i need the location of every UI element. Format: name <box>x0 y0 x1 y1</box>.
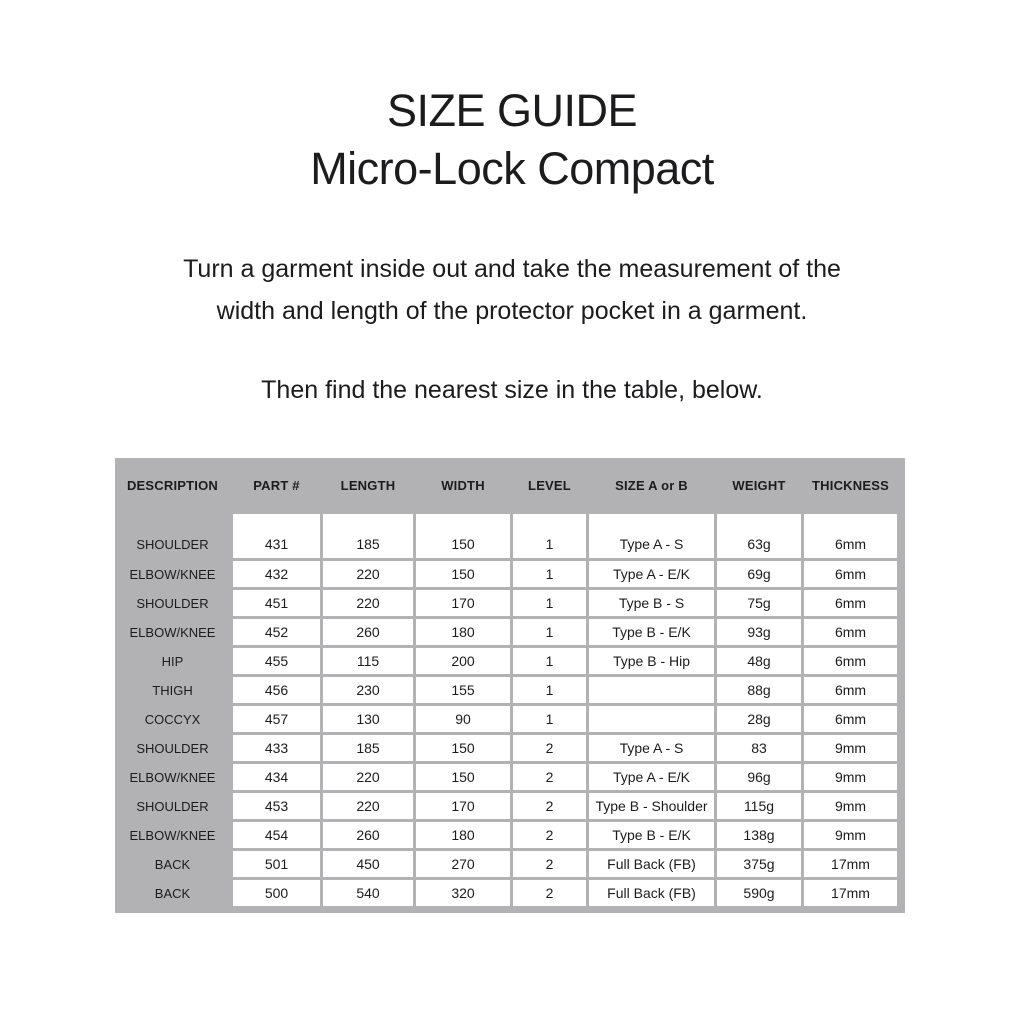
row-cell-description: ELBOW/KNEE <box>129 827 216 843</box>
row-cell-size: Full Back (FB) <box>589 880 714 906</box>
page-subtitle: Micro-Lock Compact <box>310 143 714 194</box>
row-cell-width: 150 <box>416 561 510 587</box>
row-cell-description: ELBOW/KNEE <box>129 566 216 582</box>
row-cell-size: Type B - E/K <box>589 619 714 645</box>
table-row <box>115 822 897 848</box>
row-cell-level: 1 <box>513 677 586 703</box>
row-cell-part: 431 <box>233 514 320 558</box>
row-cell-level: 2 <box>513 793 586 819</box>
row-cell-width: 320 <box>416 880 510 906</box>
row-cell-part: 451 <box>233 590 320 616</box>
row-cell-thickness: 9mm <box>804 764 897 790</box>
row-cell-weight: 63g <box>717 514 801 558</box>
table-row <box>115 793 897 819</box>
row-cell-description: HIP <box>161 653 184 669</box>
row-cell-width: 150 <box>416 764 510 790</box>
row-cell-size: Type A - S <box>589 514 714 558</box>
col-header-part: PART # <box>253 477 300 493</box>
row-cell-width: 180 <box>416 822 510 848</box>
row-cell-size: Type B - Shoulder <box>589 793 714 819</box>
row-cell-part: 501 <box>233 851 320 877</box>
row-cell-thickness: 6mm <box>804 590 897 616</box>
row-cell-part: 457 <box>233 706 320 732</box>
table-row <box>115 851 897 877</box>
row-cell-thickness: 17mm <box>804 880 897 906</box>
col-header-size: SIZE A or B <box>615 477 688 493</box>
row-cell-weight: 48g <box>717 648 801 674</box>
row-cell-description: ELBOW/KNEE <box>129 769 216 785</box>
row-cell-weight: 28g <box>717 706 801 732</box>
row-cell-level: 1 <box>513 706 586 732</box>
row-cell-length: 185 <box>323 514 413 558</box>
row-cell-length: 220 <box>323 764 413 790</box>
row-cell-part: 455 <box>233 648 320 674</box>
row-cell-length: 260 <box>323 619 413 645</box>
row-cell-weight: 83 <box>717 735 801 761</box>
row-cell-thickness: 9mm <box>804 822 897 848</box>
row-cell-description: COCCYX <box>144 711 201 727</box>
table-row <box>115 561 897 587</box>
table-row <box>115 880 897 906</box>
row-cell-level: 2 <box>513 880 586 906</box>
row-cell-part: 434 <box>233 764 320 790</box>
table-row <box>115 648 897 674</box>
row-cell-size <box>589 706 714 732</box>
row-cell-level: 1 <box>513 648 586 674</box>
table-row <box>115 590 897 616</box>
table-row <box>115 677 897 703</box>
row-cell-width: 90 <box>416 706 510 732</box>
row-cell-description: SHOULDER <box>136 798 209 814</box>
row-cell-weight: 115g <box>717 793 801 819</box>
row-cell-length: 540 <box>323 880 413 906</box>
row-cell-width: 180 <box>416 619 510 645</box>
row-cell-level: 1 <box>513 619 586 645</box>
col-header-width: WIDTH <box>441 477 485 493</box>
table-row <box>115 764 897 790</box>
row-cell-part: 453 <box>233 793 320 819</box>
row-cell-description: SHOULDER <box>136 537 209 552</box>
row-cell-width: 200 <box>416 648 510 674</box>
row-cell-length: 220 <box>323 793 413 819</box>
row-cell-description: SHOULDER <box>136 595 209 611</box>
col-header-level: LEVEL <box>528 477 571 493</box>
row-cell-level: 1 <box>513 590 586 616</box>
table-row <box>115 514 897 558</box>
row-cell-weight: 93g <box>717 619 801 645</box>
row-cell-description: BACK <box>154 885 191 901</box>
row-cell-part: 433 <box>233 735 320 761</box>
row-cell-length: 130 <box>323 706 413 732</box>
row-cell-length: 450 <box>323 851 413 877</box>
row-cell-thickness: 6mm <box>804 706 897 732</box>
row-cell-size: Full Back (FB) <box>589 851 714 877</box>
row-cell-width: 170 <box>416 793 510 819</box>
title-block <box>0 82 1024 198</box>
row-cell-level: 1 <box>513 561 586 587</box>
table-row <box>115 735 897 761</box>
row-cell-description: BACK <box>154 856 191 872</box>
row-cell-weight: 69g <box>717 561 801 587</box>
col-header-weight: WEIGHT <box>732 477 786 493</box>
row-cell-thickness: 6mm <box>804 648 897 674</box>
row-cell-part: 454 <box>233 822 320 848</box>
row-cell-thickness: 17mm <box>804 851 897 877</box>
row-cell-size: Type A - E/K <box>589 764 714 790</box>
row-cell-description: SHOULDER <box>136 740 209 756</box>
row-cell-size: Type B - Hip <box>589 648 714 674</box>
row-cell-length: 185 <box>323 735 413 761</box>
row-cell-size: Type B - S <box>589 590 714 616</box>
row-cell-length: 230 <box>323 677 413 703</box>
col-header-thickness: THICKNESS <box>812 477 889 493</box>
row-cell-length: 220 <box>323 590 413 616</box>
instructions-measure <box>0 248 1024 332</box>
row-cell-width: 155 <box>416 677 510 703</box>
row-cell-thickness: 6mm <box>804 677 897 703</box>
row-cell-level: 2 <box>513 822 586 848</box>
table-row <box>115 619 897 645</box>
row-cell-weight: 75g <box>717 590 801 616</box>
row-cell-description: THIGH <box>152 682 193 698</box>
row-cell-width: 150 <box>416 735 510 761</box>
instructions-measure-line2: width and length of the protector pocket in a garment. <box>216 297 808 325</box>
size-table <box>115 458 905 913</box>
row-cell-thickness: 6mm <box>804 514 897 558</box>
row-cell-length: 260 <box>323 822 413 848</box>
row-cell-part: 452 <box>233 619 320 645</box>
row-cell-weight: 138g <box>717 822 801 848</box>
row-cell-weight: 375g <box>717 851 801 877</box>
table-row <box>115 706 897 732</box>
row-cell-level: 2 <box>513 764 586 790</box>
row-cell-weight: 96g <box>717 764 801 790</box>
row-cell-part: 500 <box>233 880 320 906</box>
instructions-find <box>0 369 1024 411</box>
row-cell-level: 2 <box>513 851 586 877</box>
row-cell-length: 220 <box>323 561 413 587</box>
row-cell-size: Type B - E/K <box>589 822 714 848</box>
row-cell-thickness: 9mm <box>804 793 897 819</box>
row-cell-description: ELBOW/KNEE <box>129 624 216 640</box>
row-cell-level: 2 <box>513 735 586 761</box>
row-cell-weight: 590g <box>717 880 801 906</box>
table-body <box>115 512 897 906</box>
col-header-description: DESCRIPTION <box>126 477 219 493</box>
row-cell-thickness: 6mm <box>804 561 897 587</box>
instructions-measure-line1: Turn a garment inside out and take the measurement of the <box>183 255 841 283</box>
row-cell-level: 1 <box>513 514 586 558</box>
row-cell-width: 270 <box>416 851 510 877</box>
col-header-length: LENGTH <box>340 477 396 493</box>
row-cell-length: 115 <box>323 648 413 674</box>
row-cell-thickness: 6mm <box>804 619 897 645</box>
row-cell-size: Type A - S <box>589 735 714 761</box>
page-title: SIZE GUIDE <box>386 85 638 136</box>
table-header-row <box>115 458 897 512</box>
row-cell-part: 432 <box>233 561 320 587</box>
row-cell-width: 150 <box>416 514 510 558</box>
row-cell-size: Type A - E/K <box>589 561 714 587</box>
row-cell-width: 170 <box>416 590 510 616</box>
row-cell-part: 456 <box>233 677 320 703</box>
instructions-find-line: Then find the nearest size in the table, below. <box>261 376 763 404</box>
row-cell-thickness: 9mm <box>804 735 897 761</box>
row-cell-weight: 88g <box>717 677 801 703</box>
row-cell-size <box>589 677 714 703</box>
